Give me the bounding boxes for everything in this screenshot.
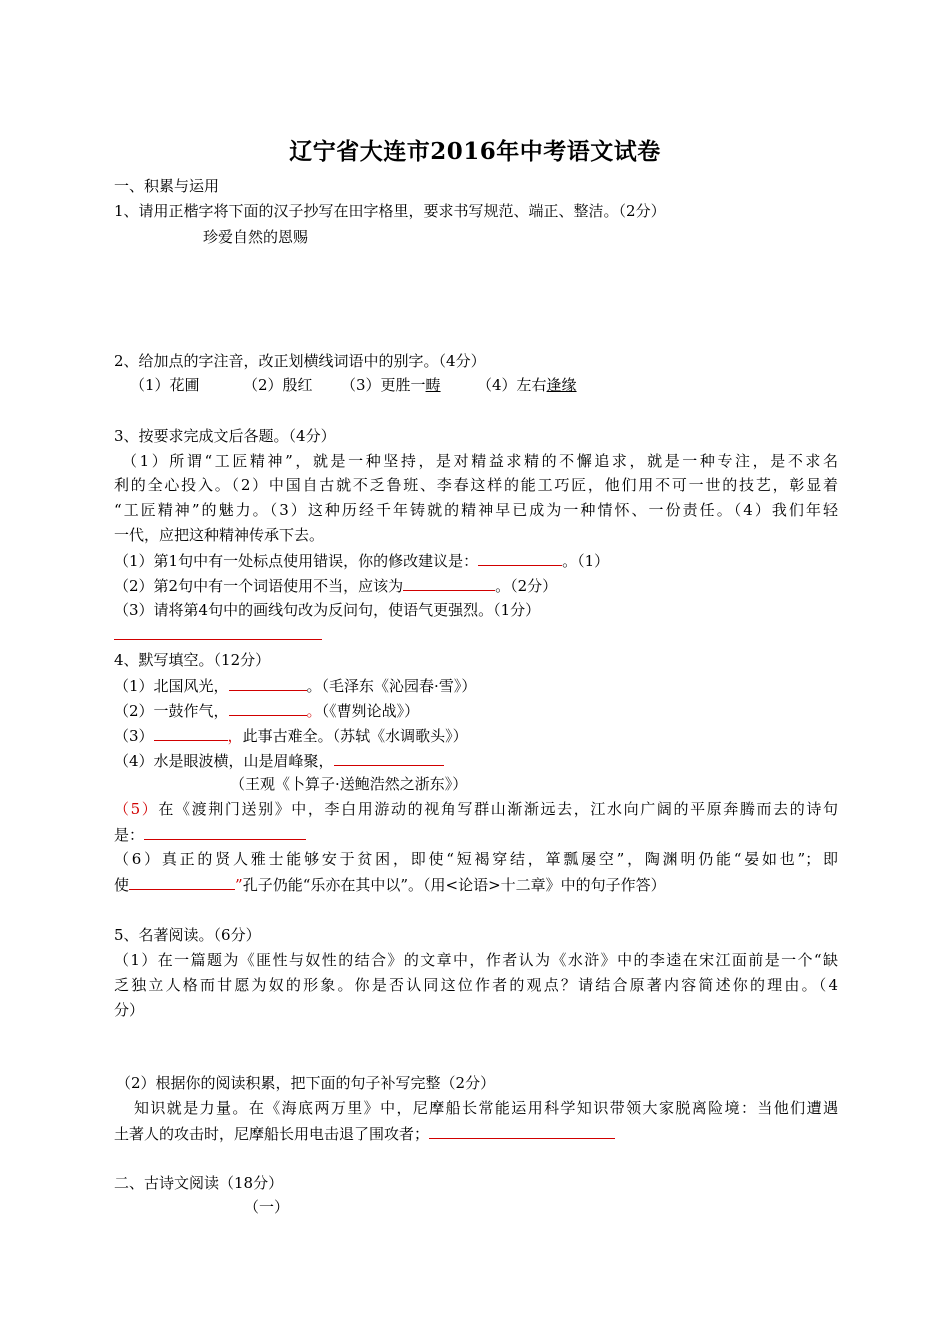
q1-phrase: 珍爱自然的恩赐 <box>203 228 309 246</box>
q4-line-4-source: （王观《卜算子·送鲍浩然之浙东》） <box>230 775 468 793</box>
q5-sub1-line-2: 乏独立人格而甘愿为奴的形象。你是否认同这位作者的观点？请结合原著内容简述你的理由。（4 <box>114 976 838 994</box>
q4-line-6: （6）真正的贤人雅士能够安于贫困，即使“短褐穿结，箪瓢屡空”，陶渊明仍能“晏如也”；即 <box>114 850 838 868</box>
q4-line-1-text: （1）北国风光， <box>114 677 229 695</box>
q5-text: 5、名著阅读。（6分） <box>114 926 261 944</box>
q1-text: 1、请用正楷字将下面的汉子抄写在田字格里，要求书写规范、端正、整洁。（2分） <box>114 202 666 220</box>
answer-blank[interactable] <box>429 1123 615 1139</box>
answer-blank[interactable] <box>129 874 235 890</box>
q2-item-4-underlined: 逢缘 <box>546 376 577 394</box>
q4-line-3-text: 此事古难全。（苏轼《水调歌头》） <box>242 727 468 745</box>
q4-line-4 <box>114 750 838 771</box>
q5-sub2-passage-1: 知识就是力量。在《海底两万里》中，尼摩船长常能运用科学知识带领大家脱离险境：当他们遭遇 <box>134 1099 838 1117</box>
q4-line-1-source: 。（毛泽东《沁园春·雪》） <box>306 677 477 695</box>
q4-line-6b-text: 孔子仍能“乐亦在其中以”。（用<论语>十二章》中的句子作答） <box>242 876 666 894</box>
answer-blank[interactable] <box>229 675 307 691</box>
q4-line-2-period: 。 <box>306 702 322 720</box>
q5-sub2-passage-2-text: 土著人的攻击时，尼摩船长用电击退了围攻者； <box>114 1125 430 1143</box>
q4-line-5b <box>114 824 838 845</box>
q3-sub3: （3）请将第4句中的画线句改为反问句，使语气更强烈。（1分） <box>114 601 541 619</box>
q4-line-2-source: （《曹刿论战》） <box>321 702 420 720</box>
section2-sub: （一） <box>244 1198 290 1216</box>
q4-line-3 <box>114 725 838 746</box>
q3-text: 3、按要求完成文后各题。（4分） <box>114 427 336 445</box>
q4-line-1 <box>114 675 838 696</box>
answer-blank[interactable] <box>403 575 495 591</box>
answer-blank[interactable] <box>334 750 444 766</box>
section1-heading: 一、积累与运用 <box>114 177 220 195</box>
q3-sub2-score: 。（2分） <box>495 577 558 595</box>
q3-passage-line-1: （1）所谓“工匠精神”，就是一种坚持，是对精益求精的不懈追求，就是一种专注，是不求名 <box>122 452 838 470</box>
q4-line-3-comma: ， <box>227 727 243 745</box>
q3-passage-line-4: 一代，应把这种精神传承下去。 <box>114 526 325 544</box>
q3-sub1-score: 。（1） <box>562 552 610 570</box>
q4-text: 4、默写填空。（12分） <box>114 651 271 669</box>
q4-line-5b-text: 是： <box>114 826 145 844</box>
q4-line-2-text: （2）一鼓作气， <box>114 702 229 720</box>
q5-sub1-line-1: （1）在一篇题为《匪性与奴性的结合》的文章中，作者认为《水浒》中的李逵在宋江面前是一个“缺 <box>114 951 838 969</box>
q2-item-1: （1）花圃 <box>130 376 200 394</box>
page-title: 辽宁省大连市2016年中考语文试卷 <box>289 138 661 165</box>
q4-line-5-num: （5） <box>114 800 159 818</box>
q2-item-2: （2）殷红 <box>243 376 313 394</box>
q3-passage-line-2: 利的全心投入。（2）中国自古就不乏鲁班、李春这样的能工巧匠，他们用不可一世的技艺，彰显着 <box>114 476 838 494</box>
q3-sub1 <box>114 550 838 571</box>
answer-blank[interactable] <box>154 725 228 741</box>
q3-sub2 <box>114 575 838 596</box>
q5-sub2-passage-2 <box>114 1123 838 1144</box>
q2-item-3-underlined: 畴 <box>425 376 441 394</box>
q4-line-2 <box>114 700 838 721</box>
q4-line-6b <box>114 874 838 895</box>
q2-text: 2、给加点的字注音，改正划横线词语中的别字。（4分） <box>114 352 486 370</box>
q2-item-4-prefix: （4）左右 <box>477 376 547 394</box>
q2-item-3-prefix: （3）更胜一 <box>341 376 426 394</box>
q4-line-5 <box>114 799 838 819</box>
q4-line-6b-prefix: 使 <box>114 876 130 894</box>
q4-line-3-num: （3） <box>114 727 154 745</box>
q3-sub1-text: （1）第1句中有一处标点使用错误，你的修改建议是： <box>114 552 479 570</box>
answer-blank[interactable] <box>229 700 307 716</box>
q3-sub2-text: （2）第2句中有一个词语使用不当，应该为 <box>114 577 404 595</box>
answer-blank[interactable] <box>114 638 322 640</box>
section2-heading: 二、古诗文阅读（18分） <box>114 1174 284 1192</box>
answer-blank[interactable] <box>478 550 562 566</box>
answer-blank[interactable] <box>144 824 306 840</box>
q3-passage-line-3: “工匠精神”的魅力。（3）这种历经千年铸就的精神早已成为一种情怀、一份责任。（4）我们年轻 <box>114 501 838 519</box>
q4-line-4-text: （4）水是眼波横，山是眉峰聚， <box>114 752 334 770</box>
q2-item-4 <box>477 375 950 395</box>
q5-sub1-line-3: 分） <box>114 1001 145 1019</box>
q4-line-6b-quote: ” <box>235 876 243 894</box>
q4-line-5-text: 在《渡荆门送别》中，李白用游动的视角写群山渐渐远去，江水向广阔的平原奔腾而去的诗句 <box>158 800 838 818</box>
q5-sub2: （2）根据你的阅读积累，把下面的句子补写完整（2分） <box>116 1074 496 1092</box>
